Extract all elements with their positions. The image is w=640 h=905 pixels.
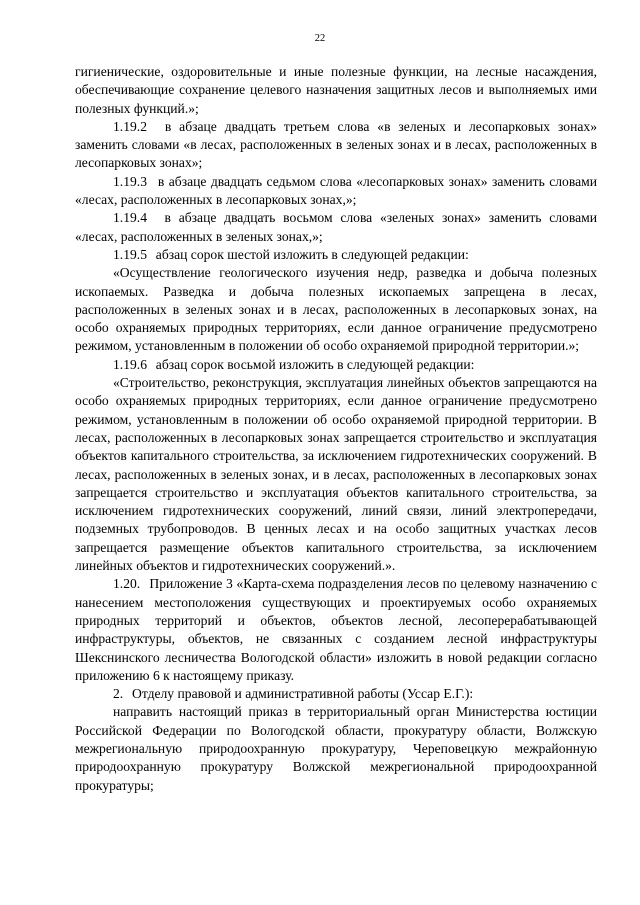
paragraph-text: в абзаце двадцать третьем слова «в зеленых и лесопарковых зонах» заменить словами «в лесах, расположенных в зеленых зонах и в лесах, расположенных в лесопарковых зонах»; (75, 118, 598, 171)
paragraph (75, 264, 597, 355)
page-number: 22 (314, 33, 326, 44)
paragraph (75, 118, 597, 173)
clause-number: 1.19.6 (113, 356, 147, 372)
paragraph-text: в абзаце двадцать седьмом слова «лесопарковых зонах» заменить словами «лесах, расположенных в лесопарковых зонах,»; (75, 173, 598, 208)
clause-number: 1.20. (113, 576, 141, 592)
paragraph-text: Отделу правовой и административной работы (Уссар Е.Г.): (132, 686, 474, 702)
paragraph (75, 374, 597, 575)
paragraph (75, 209, 597, 246)
paragraph-text: Приложение 3 «Карта-схема подразделения лесов по целевому назначению с нанесением местоположения существующих и проектируемых особо охраняемых природных территорий и объектов, объектов лесной, лесоперерабатывающей инфраструктуры, объектов, не связанных с созданием лесной инфраструктуры Шекснинского лесничества Вологодской области» изложить в новой редакции согласно приложению 6 к настоящему приказу. (75, 576, 598, 683)
clause-number: 1.19.5 (113, 246, 147, 262)
paragraph-text: направить настоящий приказ в территориальный орган Министерства юстиции Российской Федерации по Вологодской области, прокуратуру области, Волжскую межрегиональную природоохранную прокуратуру, Череповецкую межрайонную природоохранную прокуратуру Волжской межрегиональной природоохранной прокуратуры; (75, 704, 597, 793)
clause-number: 1.19.4 (113, 210, 147, 226)
paragraph (75, 173, 597, 210)
clause-number: 1.19.3 (113, 173, 147, 189)
paragraph-text: гигиенические, оздоровительные и иные полезные функции, на лесные насаждения, обеспечивающие сохранение целевого назначения защитных лесов и выполняемых ими полезных функций.»; (75, 64, 597, 116)
paragraph (75, 575, 597, 685)
paragraph (75, 703, 597, 794)
paragraph-text: «Строительство, реконструкция, эксплуатация линейных объектов запрещаются на особо охраняемых природных территориях, если данное ограничение предусмотрено режимом, установленным в положении об особо охраняемой природной территории. В лесах, расположенных в лесопарковых зонах запрещается строительство и эксплуатация объектов капитального строительства, за исключением гидротехнических сооружений. В лесах, расположенных в зеленых зонах, и в лесах, расположенных в лесопарковых зонах запрещается строительство и эксплуатация объектов капитального строительства, за исключением гидротехнических сооружений, линий связи, линий электропередачи, подземных трубопроводов. В ценных лесах и на особо защитных участках лесов запрещается размещение объектов капитального строительства, за исключением линейных объектов и гидротехнических сооружений.». (75, 375, 597, 574)
document-body (75, 63, 597, 795)
paragraph (75, 685, 597, 703)
clause-number: 1.19.2 (113, 118, 147, 134)
paragraph (75, 356, 597, 374)
paragraph (75, 246, 597, 264)
paragraph-text: «Осуществление геологического изучения недр, разведка и добыча полезных ископаемых. Разведка и добыча полезных ископаемых запрещена в лесах, расположенных в зеленых зонах и в лесах, расположенных в лесопарковых зонах, на особо охраняемых природных территориях, если данное ограничение предусмотрено режимом, установленным в положении об особо охраняемой природной территории.»; (75, 265, 597, 354)
paragraph-text: абзац сорок шестой изложить в следующей редакции: (155, 246, 469, 262)
paragraph (75, 63, 597, 118)
paragraph-text: абзац сорок восьмой изложить в следующей редакции: (155, 356, 475, 372)
paragraph-text: в абзаце двадцать восьмом слова «зеленых зонах» заменить словами «лесах, расположенных в зеленых зонах,»; (75, 210, 598, 244)
clause-number: 2. (113, 686, 124, 702)
